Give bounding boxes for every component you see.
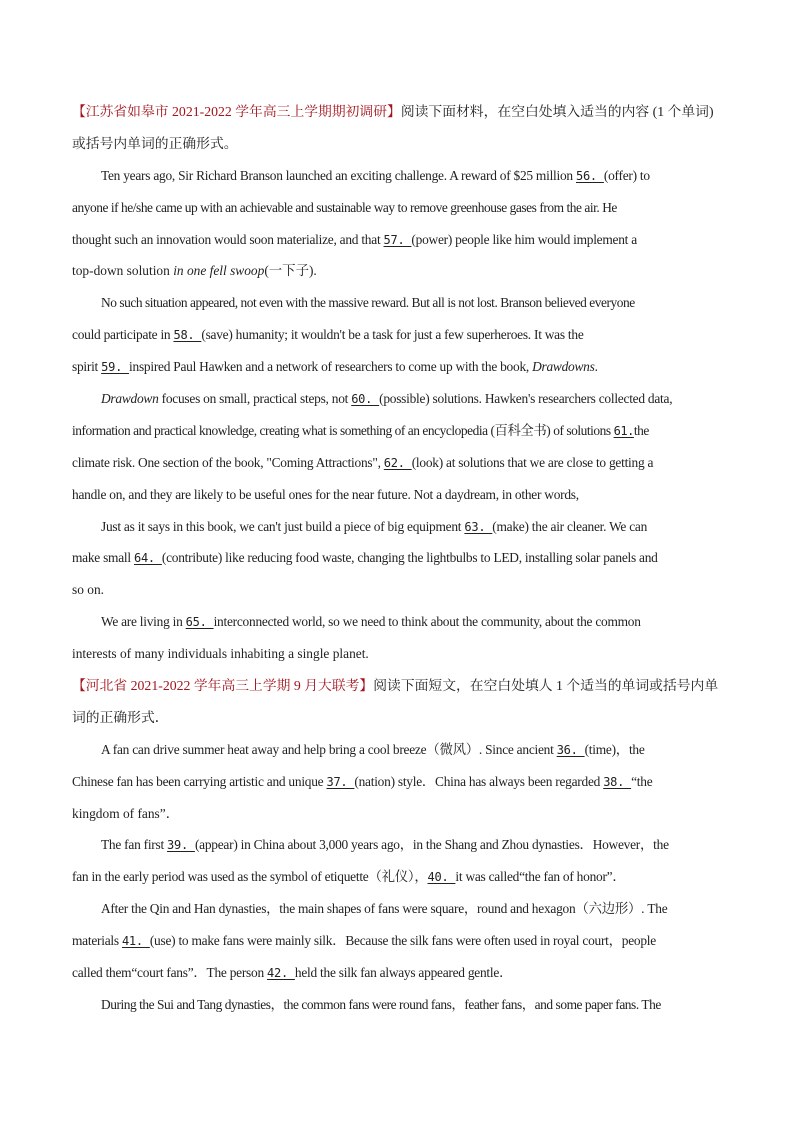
passage-line xyxy=(72,893,732,925)
text-run: anyone if he/she came up with an achievable and sustainable way to remove greenhouse gases from the air. He xyxy=(72,199,617,215)
text-run: the xyxy=(633,422,649,438)
document-page xyxy=(72,96,732,1021)
text-run: We are living in xyxy=(101,614,186,630)
passage-line xyxy=(72,479,732,511)
text-run: (time)，the xyxy=(584,741,645,757)
passage-line xyxy=(72,829,732,861)
text-run: (look) at solutions that we are close to getting a xyxy=(411,454,654,470)
blank-36: 36. xyxy=(556,742,585,757)
text-run: fan in the early period was used as the symbol of etiquette（礼仪）， xyxy=(72,869,428,885)
passage-line xyxy=(72,606,732,638)
passage-line xyxy=(72,989,732,1021)
text-run: (一下子). xyxy=(264,263,317,279)
text-run: Chinese fan has been carrying artistic and unique xyxy=(72,773,327,789)
text-run: A fan can drive summer heat away and help bring a cool breeze（微风）. Since ancient xyxy=(101,741,557,757)
text-run: spirit xyxy=(72,359,102,375)
blank-40: 40. xyxy=(427,870,456,885)
text-run: inspired Paul Hawken and a network of researchers to come up with the book, xyxy=(129,359,533,375)
text-run: climate risk. One section of the book, "Coming Attractions", xyxy=(72,454,384,470)
blank-65: 65. xyxy=(185,615,214,630)
passage-line xyxy=(72,766,732,798)
text-run: information and practical knowledge, creating what is something of an encyclopedia (百科全书) of solutions xyxy=(72,422,614,438)
text-run: (power) people like him would implement a xyxy=(411,231,637,247)
text-run: it was called“the fan of honor”． xyxy=(455,869,626,885)
section-2-instruction-cont: 词的正确形式． xyxy=(72,709,169,725)
passage-line xyxy=(72,734,732,766)
section-2-instruction: 阅读下面短文，在空白处填人 1 个适当的单词或括号内单 xyxy=(373,678,719,694)
text-run: kingdom of fans”． xyxy=(72,805,180,821)
source-tag-hebei: 【河北省 2021-2022 学年高三上学期 9 月大联考】 xyxy=(72,678,374,694)
text-run: (contribute) like reducing food waste, changing the lightbulbs to LED, installing solar panels and xyxy=(161,550,658,566)
passage-line xyxy=(72,383,732,415)
blank-64: 64. xyxy=(133,551,162,566)
text-run: The fan first xyxy=(101,837,168,853)
passage-line xyxy=(72,351,732,383)
passage-line xyxy=(72,160,732,192)
text-run: After the Qin and Han dynasties，the main shapes of fans were square，round and hexagon（六边形）. The xyxy=(101,901,668,917)
blank-60: 60. xyxy=(351,392,380,407)
text-run: make small xyxy=(72,550,134,566)
text-run: interests of many individuals inhabiting a single planet. xyxy=(72,646,369,662)
passage-line xyxy=(72,447,732,479)
text-run: . xyxy=(594,359,598,375)
text-run: (use) to make fans were mainly silk．Because the silk fans were often used in royal court，people xyxy=(149,933,656,949)
text-run: Ten years ago, Sir Richard Branson launched an exciting challenge. A reward of $25 million xyxy=(101,167,576,183)
passage-line xyxy=(72,511,732,543)
passage-line xyxy=(72,192,732,224)
text-run: called them“court fans”．The person xyxy=(72,965,267,981)
text-run: held the silk fan always appeared gentle． xyxy=(294,965,513,981)
text-run: During the Sui and Tang dynasties，the common fans were round fans，feather fans，and some paper fans. The xyxy=(101,996,661,1012)
section-2-heading-line-2 xyxy=(72,702,732,734)
passage-line xyxy=(72,861,732,893)
blank-42: 42. xyxy=(267,966,295,981)
text-run: interconnected world, so we need to think about the community, about the common xyxy=(213,614,641,630)
passage-line xyxy=(72,287,732,319)
text-run: focuses on small, practical steps, not xyxy=(158,391,352,407)
blank-57: 57. xyxy=(383,232,412,247)
text-run: top-down solution xyxy=(72,263,174,279)
blank-41: 41. xyxy=(121,934,150,949)
passage-line xyxy=(72,925,732,957)
section-1-instruction-cont: 或括号内单词的正确形式。 xyxy=(72,135,238,151)
text-run: (possible) solutions. Hawken's researchers collected data, xyxy=(379,391,673,407)
text-run: Just as it says in this book, we can't just build a piece of big equipment xyxy=(101,518,465,534)
text-run: (make) the air cleaner. We can xyxy=(492,518,648,534)
passage-line xyxy=(72,415,732,447)
blank-37: 37. xyxy=(326,774,355,789)
passage-line xyxy=(72,224,732,256)
section-1-heading-line-2 xyxy=(72,128,732,160)
passage-line xyxy=(72,255,732,287)
text-run: could participate in xyxy=(72,327,174,343)
text-run: (offer) to xyxy=(603,167,650,183)
text-run: “the xyxy=(631,773,653,789)
section-1-instruction: 阅读下面材料，在空白处填入适当的内容 (1 个单词) xyxy=(400,104,714,119)
blank-59: 59. xyxy=(101,360,130,375)
blank-62: 62. xyxy=(383,455,412,470)
text-run: No such situation appeared, not even with the massive reward. But all is not lost. Branson believed everyone xyxy=(101,295,635,311)
text-run: materials xyxy=(72,933,122,949)
text-run: so on. xyxy=(72,582,104,598)
section-2-heading-line xyxy=(72,670,732,702)
blank-39: 39. xyxy=(167,838,195,853)
text-run: (appear) in China about 3,000 years ago，in the Shang and Zhou dynasties．However，the xyxy=(194,837,669,853)
text-run: (save) humanity; it wouldn't be a task for just a few superheroes. It was the xyxy=(201,327,584,343)
blank-63: 63. xyxy=(464,519,493,534)
blank-38: 38. xyxy=(603,774,632,789)
source-tag-jiangsu: 【江苏省如皋市 2021-2022 学年高三上学期期初调研】 xyxy=(72,104,401,119)
section-1-heading-line xyxy=(72,96,732,128)
passage-line xyxy=(72,542,732,574)
passage-line xyxy=(72,319,732,351)
blank-61: 61. xyxy=(613,423,634,438)
text-run: thought such an innovation would soon materialize, and that xyxy=(72,231,384,247)
passage-line xyxy=(72,957,732,989)
book-title: Drawdowns xyxy=(532,359,595,375)
text-run: (nation) style．China has always been regarded xyxy=(354,773,604,789)
italic-phrase: in one fell swoop xyxy=(173,263,265,279)
book-title: Drawdown xyxy=(101,391,159,407)
text-run: handle on, and they are likely to be useful ones for the near future. Not a daydream, in other words, xyxy=(72,486,579,502)
blank-56: 56. xyxy=(575,168,604,183)
passage-line xyxy=(72,638,732,670)
blank-58: 58. xyxy=(173,328,202,343)
passage-line xyxy=(72,574,732,606)
passage-line xyxy=(72,798,732,830)
